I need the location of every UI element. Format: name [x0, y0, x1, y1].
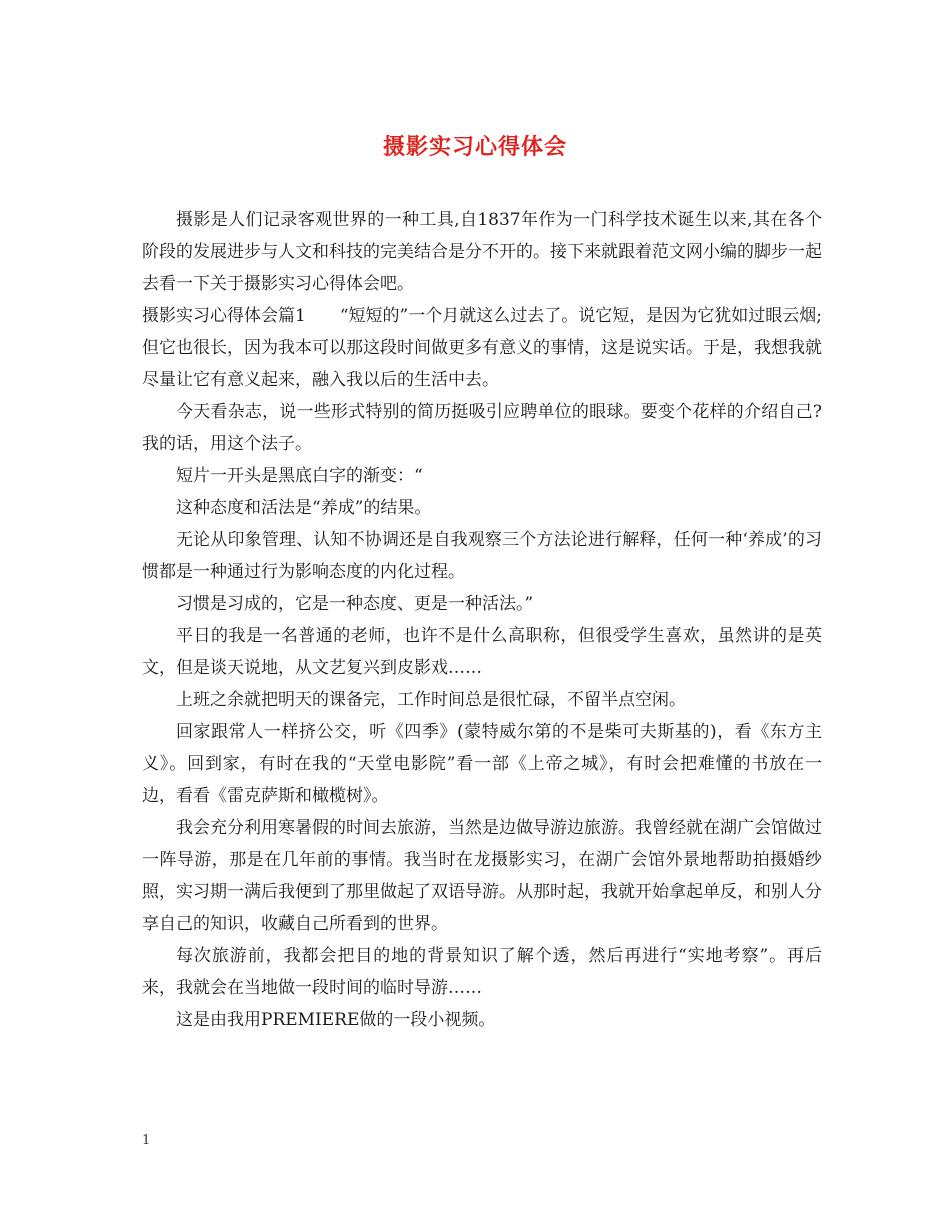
page-number: 1	[142, 1133, 151, 1148]
paragraph: 这是由我用PREMIERE做的一段小视频。	[176, 1010, 496, 1030]
paragraph-section-1-start: 摄影实习心得体会篇1 “短短的”一个月就这么过去了。说它短，是因为它犹如过眼云烟;但它也很长，因为我本可以那这段时间做更多有意义的事情，这是说实话。于是，我想我就尽量让它有意义起来，融入我以后的生活中去。	[142, 306, 822, 390]
paragraph: 这种态度和活法是“养成”的结果。	[176, 498, 432, 518]
paragraph: 无论从印象管理、认知不协调还是自我观察三个方法论进行解释，任何一种‘养成’的习惯都是一种通过行为影响态度的内化过程。	[142, 530, 822, 582]
paragraph: 今天看杂志，说一些形式特别的简历挺吸引应聘单位的眼球。要变个花样的介绍自己?我的话，用这个法子。	[142, 402, 822, 454]
paragraph: 短片一开头是黑底白字的渐变：“	[176, 466, 423, 486]
paragraph: 每次旅游前，我都会把目的地的背景知识了解个透，然后再进行“实地考察”。再后来，我就会在当地做一段时间的临时导游……	[142, 946, 822, 998]
paragraph-intro: 摄影是人们记录客观世界的一种工具,自1837年作为一门科学技术诞生以来,其在各个阶段的发展进步与人文和科技的完美结合是分不开的。接下来就跟着范文网小编的脚步一起去看一下关于摄影实习心得体会吧。	[142, 210, 822, 294]
paragraph: 平日的我是一名普通的老师，也许不是什么高职称，但很受学生喜欢，虽然讲的是英文，但是谈天说地，从文艺复兴到皮影戏……	[142, 626, 822, 678]
paragraph: 回家跟常人一样挤公交，听《四季》(蒙特威尔第的不是柴可夫斯基的)，看《东方主义》。回到家，有时在我的“天堂电影院”看一部《上帝之城》，有时会把难懂的书放在一边，看看《雷克萨斯和橄榄树》。	[142, 722, 822, 806]
paragraph: 习惯是习成的，它是一种态度、更是一种活法。”	[176, 594, 534, 614]
paragraph: 我会充分利用寒暑假的时间去旅游，当然是边做导游边旅游。我曾经就在湖广会馆做过一阵导游，那是在几年前的事情。我当时在龙摄影实习，在湖广会馆外景地帮助拍摄婚纱照，实习期一满后我便到了那里做起了双语导游。从那时起，我就开始拿起单反，和别人分享自己的知识，收藏自己所看到的世界。	[142, 818, 822, 934]
paragraph: 上班之余就把明天的课备完，工作时间总是很忙碌，不留半点空闲。	[176, 690, 686, 710]
document-title: 摄影实习心得体会	[382, 134, 567, 160]
document-body	[142, 204, 822, 1036]
